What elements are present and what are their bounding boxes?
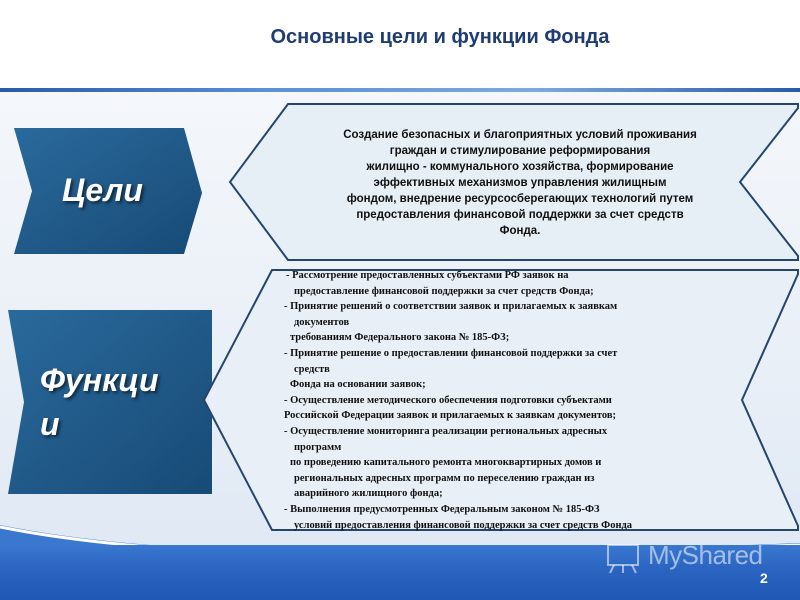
functions-label-box — [8, 310, 218, 496]
watermark-text: MyShared — [648, 540, 763, 570]
functions-line: - Принятие решение о предоставлении финансовой поддержки за счет — [284, 347, 618, 359]
functions-line: условий предоставления финансовой поддержки за счет средств Фонда — [294, 519, 633, 531]
functions-line: аварийного жилищного фонда; — [294, 488, 443, 500]
functions-line: документов — [294, 316, 350, 328]
functions-line: средств — [294, 363, 330, 375]
goals-line: эффективных механизмов управления жилищным — [373, 177, 667, 189]
goals-line: предоставления финансовой поддержки за счет средств — [356, 209, 684, 221]
page-number: 2 — [760, 570, 768, 586]
goals-text — [300, 127, 740, 239]
functions-text — [280, 268, 750, 533]
myshared-logo-icon — [606, 541, 646, 575]
functions-line: требованиям Федерального закона № 185-ФЗ; — [290, 332, 510, 344]
functions-line: - Принятие решений о соответствии заявок и прилагаемых к заявкам — [284, 301, 618, 313]
goals-line: граждан и стимулирование реформирования — [389, 145, 651, 157]
goals-label: Цели — [62, 172, 143, 208]
functions-line: Фонда на основании заявок; — [290, 379, 426, 391]
goals-line: жилищно - коммунального хозяйства, формирование — [366, 161, 674, 173]
functions-line: - Рассмотрение предоставленных субъектами РФ заявок на — [286, 270, 569, 281]
goals-line: фондом, внедрение ресурсосберегающих технологий путем — [346, 193, 694, 205]
functions-line: предоставление финансовой поддержки за счет средств Фонда; — [294, 285, 594, 297]
functions-line: Российской Федерации заявок и прилагаемых к заявкам документов; — [284, 410, 617, 422]
functions-line: программ — [294, 441, 342, 453]
functions-line: - Осуществление методического обеспечения подготовки субъектами — [284, 394, 612, 406]
functions-line: - Осуществление мониторинга реализации региональных адресных — [284, 425, 608, 437]
functions-line: по проведению капитального ремонта многоквартирных домов и — [290, 457, 602, 469]
functions-line: региональных адресных программ по переселению граждан из — [294, 472, 595, 484]
goals-line: Создание безопасных и благоприятных условий проживания — [343, 129, 697, 141]
goals-line: Фонда. — [499, 225, 541, 237]
functions-label-line1: Функци — [40, 362, 159, 398]
functions-line: - Выполнения предусмотренных Федеральным законом № 185-ФЗ — [284, 503, 600, 515]
functions-label-line2: и — [40, 406, 60, 442]
slide-title: Основные цели и функции Фонда — [270, 26, 610, 48]
